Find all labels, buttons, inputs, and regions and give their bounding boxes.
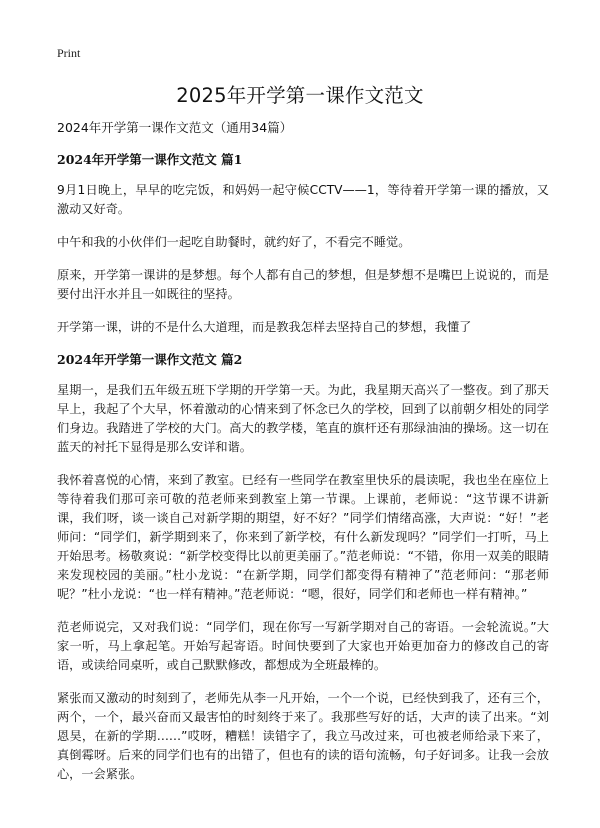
paragraph: 我怀着喜悦的心情，来到了教室。已经有一些同学在教室里快乐的晨读呢，我也坐在座位上等待着我们那可亲可敬的范老师来到教室上第一节课。上课前，老师说：“这节课不讲新课，我们呀，谈一谈自己对新学期的期望，好不好？”同学们情绪高涨，大声说：“好！”老师问：“同学们，新学期到来了，你来到了新学校，有什么新发现吗？”同学们一打听，马上开始思考。杨敬爽说：“新学校变得比以前更美丽了。”范老师说：“不错，你用一双美的眼睛来发现校园的美丽。”杜小龙说：“在新学期，同学们都变得有精神了”范老师问：“那老师呢？”杜小龙说：“也一样有精神。”范老师说：“嗯，很好，同学们和老师也一样有精神。” — [57, 473, 549, 601]
paragraph: 原来，开学第一课讲的是梦想。每个人都有自己的梦想，但是梦想不是嘴巴上说说的，而是要付出汗水并且一如既往的坚持。 — [57, 268, 549, 301]
paragraph: 9月1日晚上，早早的吃完饭，和妈妈一起守候CCTV——1，等待着开学第一课的播放，又激动又好奇。 — [57, 183, 549, 216]
section-2 — [57, 351, 549, 784]
section-heading: 2024年开学第一课作文范文 篇2 — [57, 352, 243, 367]
article-subtitle: 2024年开学第一课作文范文（通用34篇） — [57, 120, 293, 135]
article-body — [57, 119, 549, 798]
paragraph: 星期一，是我们五年级五班下学期的开学第一天。为此，我星期天高兴了一整夜。到了那天早上，我起了个大早，怀着激动的心情来到了怀念已久的学校，回到了以前朝夕相处的同学们身边。我踏进了学校的大门。高大的教学楼，笔直的旗杆还有那绿油油的操场。这一切在蓝天的衬托下显得是那么安详和谐。 — [57, 383, 549, 454]
paragraph: 紧张而又激动的时刻到了，老师先从李一凡开始，一个一个说，已经快到我了，还有三个，两个，一个，最兴奋而又最害怕的时刻终于来了。我那些写好的话，大声的读了出来。“刘恩昊，在新的学期……”哎呀，糟糕！读错字了，我立马改过来，可也被老师给录下来了，真倒霉呀。后来的同学们也有的出错了，但也有的读的语句流畅，句子好词多。让我一会放心，一会紧张。 — [57, 691, 549, 781]
section-heading: 2024年开学第一课作文范文 篇1 — [57, 152, 243, 167]
paragraph: 中午和我的小伙伴们一起吃自助餐时，就约好了，不看完不睡觉。 — [57, 235, 411, 249]
section-1 — [57, 151, 549, 337]
print-link[interactable]: Print — [57, 46, 81, 60]
paragraph: 范老师说完，又对我们说：“同学们，现在你写一写新学期对自己的寄语。一会轮流说。”大家一听，马上拿起笔。开始写起寄语。时间快要到了大家也开始更加奋力的修改自己的寄语，或读给同桌听，或自己默默修改，都想成为全班最棒的。 — [57, 620, 549, 672]
paragraph: 开学第一课，讲的不是什么大道理，而是教我怎样去坚持自己的梦想，我懂了 — [57, 320, 472, 334]
page-title: 2025年开学第一课作文范文 — [176, 84, 424, 107]
